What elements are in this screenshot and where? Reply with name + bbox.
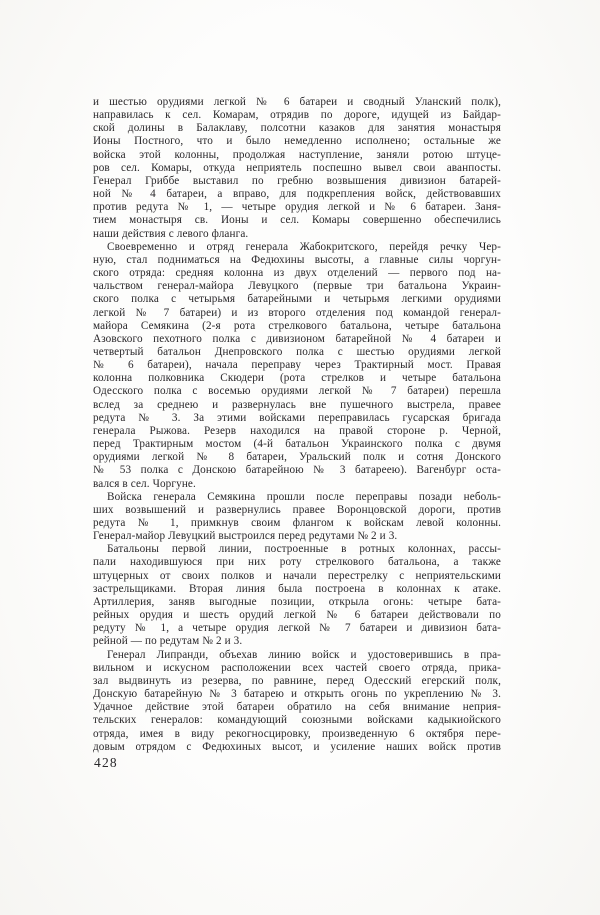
text-line: Удачное действие этой батареи обратило на себя внимание неприя- — [93, 701, 501, 714]
text-line: № 53 полка с Донскою батарейною № 3 батареею). Вагенбург оста- — [93, 464, 501, 477]
text-line: тельских генералов: командующий союзными войсками кадыкиойского — [93, 714, 501, 727]
text-line: штуцерных от своих полков и начали перестрелку с неприятельскими — [93, 569, 501, 582]
text-line: ной № 4 батареи, а вправо, для подкрепления войск, действовавших — [93, 188, 501, 201]
paragraph — [93, 543, 501, 648]
text-line: ской долины в Балаклаву, полсотни казаков для занятия монастыря — [93, 122, 501, 135]
paragraph — [93, 491, 501, 544]
text-line: пали находившуюся при них роту стрелкового батальона, а также — [93, 556, 501, 569]
text-line: Ионы Постного, что и было немедленно исполнено; остальные же — [93, 135, 501, 148]
text-line: редута № 1, примкнув своим флангом к войскам левой колонны. — [93, 517, 501, 529]
text-line: вильном и искусном расположении всех частей своего отряда, прика- — [93, 661, 501, 674]
text-line: Донскую батарейную № 3 батарею и открыть огонь по укреплению № 3. — [93, 688, 501, 701]
text-line: вался в сел. Чоргуне. — [93, 477, 196, 490]
text-line: ского полка с четырьмя батарейными и четырьмя легкими орудиями — [93, 293, 501, 306]
text-line: Войска генерала Семякина прошли после переправы позади неболь- — [107, 490, 501, 503]
text-line: против редута № 1, — четыре орудия легкой и № 6 батареи. Заня- — [93, 201, 501, 214]
paragraph — [93, 241, 501, 491]
text-line: Генерал Липранди, объехав линию войск и удостоверившись в пра- — [107, 648, 501, 661]
text-line: ную, стал подниматься на Федюхины высоты, а главные силы чоргун- — [93, 253, 501, 266]
text-line: легкой № 7 батареи) и из второго отделения под командой генерал- — [93, 306, 501, 319]
text-column — [93, 96, 501, 754]
text-line: направилась к сел. Комарам, отрядив по дороге, идущей из Байдар- — [93, 109, 501, 122]
text-line: ров сел. Комары, откуда неприятель поспешно вывел свои аванпосты. — [93, 161, 501, 174]
text-line: рейных орудия и шесть орудий легкой № 6 батареи действовали по — [93, 609, 501, 622]
paragraph — [93, 96, 501, 241]
text-line: № 6 батареи), начала переправу через Трактирный мост. Правая — [93, 359, 501, 372]
text-line: рейной — по редутам № 2 и 3. — [93, 635, 243, 648]
text-line: Одесского полка с восемью орудиями легкой № 7 батареи) перешла — [93, 385, 501, 398]
text-line: ского отряда: средняя колонна из двух отделений — первого под на- — [93, 267, 501, 280]
text-line: и шестью орудиями легкой № 6 батареи и сводный Уланский полк), — [93, 96, 501, 108]
text-line: генерала Рыжова. Резерв находился на правой стороне р. Черной, — [93, 424, 501, 437]
text-line: чальством генерал-майора Левуцкого (первые три батальона Украин- — [93, 280, 501, 293]
text-line: отряда, имея в виду рекогносцировку, произведенную 6 октября пере- — [93, 727, 501, 740]
page-number: 428 — [94, 755, 118, 770]
text-line: зал выдвинуть из резерва, по равнине, перед Одесский егерский полк, — [93, 674, 501, 687]
text-line: Генерал Гриббе выставил по гребню возвышения дивизион батарей- — [93, 174, 501, 187]
text-line: Артиллерия, заняв выгодные позиции, открыла огонь: четыре бата- — [93, 595, 501, 608]
text-line: колонна полковника Скюдери (рота стрелков и четыре батальона — [93, 372, 501, 385]
text-line: застрельщиками. Вторая линия была построена в колоннах к атаке. — [93, 582, 501, 595]
text-line: редута № 3. За этими войсками переправилась гусарская бригада — [93, 411, 501, 424]
text-line: тием монастыря св. Ионы и сел. Комары совершенно обеспечились — [93, 214, 501, 227]
text-line: наши действия с левого фланга. — [93, 227, 249, 240]
text-line: войска этой колонны, продолжая наступление, заняли ротою штуце- — [93, 148, 501, 161]
text-line: вслед за среднею и развернулась вне пушечного выстрела, правее — [93, 398, 501, 411]
text-line: Своевременно и отряд генерала Жабокритского, перейдя речку Чер- — [107, 240, 501, 253]
text-line: четвертый батальон Днепровского полка с шестью орудиями легкой — [93, 345, 501, 358]
text-line: Батальоны первой линии, построенные в ротных колоннах, рассы- — [107, 543, 501, 556]
text-line: редуту № 1, а четыре орудия легкой № 7 батареи и дивизион бата- — [93, 622, 501, 635]
text-line: орудиями легкой № 8 батареи, Уральский полк и сотня Донского — [93, 451, 501, 464]
text-line: майора Семякина (2-я рота стрелкового батальона, четыре батальона — [93, 319, 501, 332]
text-line: Генерал-майор Левуцкий выстроился перед редутами № 2 и 3. — [93, 530, 398, 543]
text-line: Азовского пехотного полка с дивизионом батарейной № 4 батареи и — [93, 332, 501, 345]
paragraph — [93, 649, 501, 754]
text-line: ших возвышений и развернулись правее Воронцовской дороги, против — [93, 503, 501, 516]
text-line: довым отрядом с Федюхиных высот, и усиление наших войск против — [93, 740, 501, 753]
text-line: перед Трактирным мостом (4-й батальон Украинского полка с двумя — [93, 438, 501, 451]
